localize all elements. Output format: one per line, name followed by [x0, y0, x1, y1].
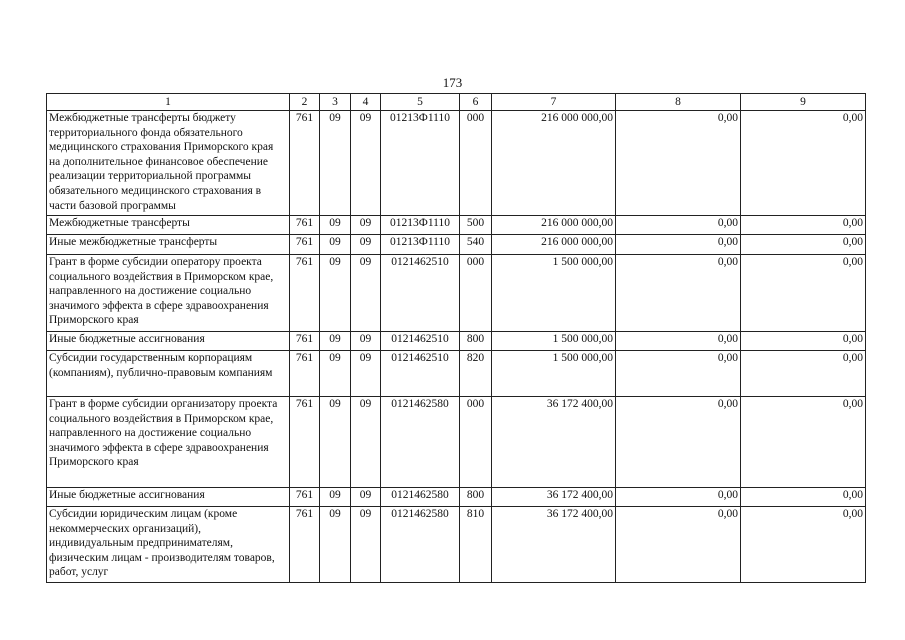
row-section: 09 [320, 488, 351, 507]
row-name: Иные межбюджетные трансферты [47, 235, 290, 255]
row-expense-type: 000 [460, 111, 492, 216]
row-expense-type: 500 [460, 216, 492, 235]
row-expense-type: 000 [460, 397, 492, 488]
header-col-1: 1 [47, 94, 290, 111]
row-admin-code: 761 [290, 507, 320, 583]
row-section: 09 [320, 216, 351, 235]
budget-table [46, 93, 866, 583]
table-row [47, 216, 866, 235]
row-amount-8: 0,00 [616, 111, 741, 216]
table-row [47, 255, 866, 332]
row-amount-9: 0,00 [741, 332, 866, 351]
row-section: 09 [320, 235, 351, 255]
row-subsection: 09 [351, 507, 381, 583]
header-col-2: 2 [290, 94, 320, 111]
row-admin-code: 761 [290, 111, 320, 216]
row-amount-8: 0,00 [616, 235, 741, 255]
row-subsection: 09 [351, 255, 381, 332]
row-admin-code: 761 [290, 216, 320, 235]
header-col-7: 7 [492, 94, 616, 111]
table-row [47, 507, 866, 583]
row-admin-code: 761 [290, 332, 320, 351]
table-row [47, 351, 866, 397]
row-target-article: 01213Ф1110 [381, 111, 460, 216]
header-col-6: 6 [460, 94, 492, 111]
row-amount-7: 1 500 000,00 [492, 332, 616, 351]
row-amount-9: 0,00 [741, 216, 866, 235]
table-row [47, 111, 866, 216]
row-amount-9: 0,00 [741, 507, 866, 583]
row-amount-8: 0,00 [616, 216, 741, 235]
row-name: Иные бюджетные ассигнования [47, 332, 290, 351]
row-name: Субсидии государственным корпорациям (компаниям), публично-правовым компаниям [47, 351, 290, 397]
row-amount-7: 36 172 400,00 [492, 507, 616, 583]
row-section: 09 [320, 351, 351, 397]
page-number: 173 [442, 75, 463, 90]
row-amount-9: 0,00 [741, 255, 866, 332]
row-section: 09 [320, 332, 351, 351]
row-subsection: 09 [351, 351, 381, 397]
row-name: Грант в форме субсидии оператору проекта социального воздействия в Приморском крае, направленного на достижение социально значимого эффекта в сфере здравоохранения Приморского края [47, 255, 290, 332]
row-target-article: 0121462580 [381, 507, 460, 583]
row-amount-8: 0,00 [616, 351, 741, 397]
row-amount-7: 1 500 000,00 [492, 255, 616, 332]
row-subsection: 09 [351, 235, 381, 255]
table-header [47, 94, 866, 111]
row-target-article: 01213Ф1110 [381, 216, 460, 235]
row-expense-type: 000 [460, 255, 492, 332]
table-row [47, 397, 866, 488]
row-amount-9: 0,00 [741, 397, 866, 488]
row-target-article: 0121462580 [381, 397, 460, 488]
row-admin-code: 761 [290, 255, 320, 332]
row-amount-7: 216 000 000,00 [492, 216, 616, 235]
row-name: Грант в форме субсидии организатору проекта социального воздействия в Приморском крае, направленного на достижение социально значимого эффекта в сфере здравоохранения Приморского края [47, 397, 290, 488]
table-row [47, 488, 866, 507]
row-subsection: 09 [351, 216, 381, 235]
row-subsection: 09 [351, 332, 381, 351]
row-target-article: 01213Ф1110 [381, 235, 460, 255]
row-admin-code: 761 [290, 488, 320, 507]
row-subsection: 09 [351, 488, 381, 507]
row-expense-type: 800 [460, 332, 492, 351]
row-amount-9: 0,00 [741, 111, 866, 216]
row-amount-8: 0,00 [616, 507, 741, 583]
row-expense-type: 820 [460, 351, 492, 397]
header-col-5: 5 [381, 94, 460, 111]
row-amount-8: 0,00 [616, 488, 741, 507]
row-target-article: 0121462510 [381, 332, 460, 351]
row-subsection: 09 [351, 111, 381, 216]
row-name: Межбюджетные трансферты бюджету территориального фонда обязательного медицинского страхования Приморского края на дополнительное финансовое обеспечение реализации территориальной программы обязательного медицинского страхования в части базовой программы [47, 111, 290, 216]
row-name: Субсидии юридическим лицам (кроме некоммерческих организаций), индивидуальным предпринимателям, физическим лицам - производителям товаров, работ, услуг [47, 507, 290, 583]
table-row [47, 332, 866, 351]
header-col-9: 9 [741, 94, 866, 111]
header-col-3: 3 [320, 94, 351, 111]
table-body [47, 111, 866, 583]
row-amount-9: 0,00 [741, 488, 866, 507]
row-expense-type: 540 [460, 235, 492, 255]
header-row [47, 94, 866, 111]
row-amount-7: 1 500 000,00 [492, 351, 616, 397]
header-col-8: 8 [616, 94, 741, 111]
header-col-4: 4 [351, 94, 381, 111]
row-amount-9: 0,00 [741, 235, 866, 255]
row-amount-7: 216 000 000,00 [492, 235, 616, 255]
row-amount-8: 0,00 [616, 255, 741, 332]
row-section: 09 [320, 255, 351, 332]
table-row [47, 235, 866, 255]
row-admin-code: 761 [290, 351, 320, 397]
row-expense-type: 810 [460, 507, 492, 583]
row-amount-9: 0,00 [741, 351, 866, 397]
row-admin-code: 761 [290, 397, 320, 488]
row-section: 09 [320, 397, 351, 488]
row-target-article: 0121462510 [381, 255, 460, 332]
row-target-article: 0121462580 [381, 488, 460, 507]
row-amount-7: 36 172 400,00 [492, 397, 616, 488]
row-amount-8: 0,00 [616, 397, 741, 488]
row-section: 09 [320, 507, 351, 583]
row-expense-type: 800 [460, 488, 492, 507]
row-target-article: 0121462510 [381, 351, 460, 397]
row-amount-7: 36 172 400,00 [492, 488, 616, 507]
row-amount-8: 0,00 [616, 332, 741, 351]
row-subsection: 09 [351, 397, 381, 488]
row-section: 09 [320, 111, 351, 216]
row-admin-code: 761 [290, 235, 320, 255]
row-name: Иные бюджетные ассигнования [47, 488, 290, 507]
row-name: Межбюджетные трансферты [47, 216, 290, 235]
row-amount-7: 216 000 000,00 [492, 111, 616, 216]
